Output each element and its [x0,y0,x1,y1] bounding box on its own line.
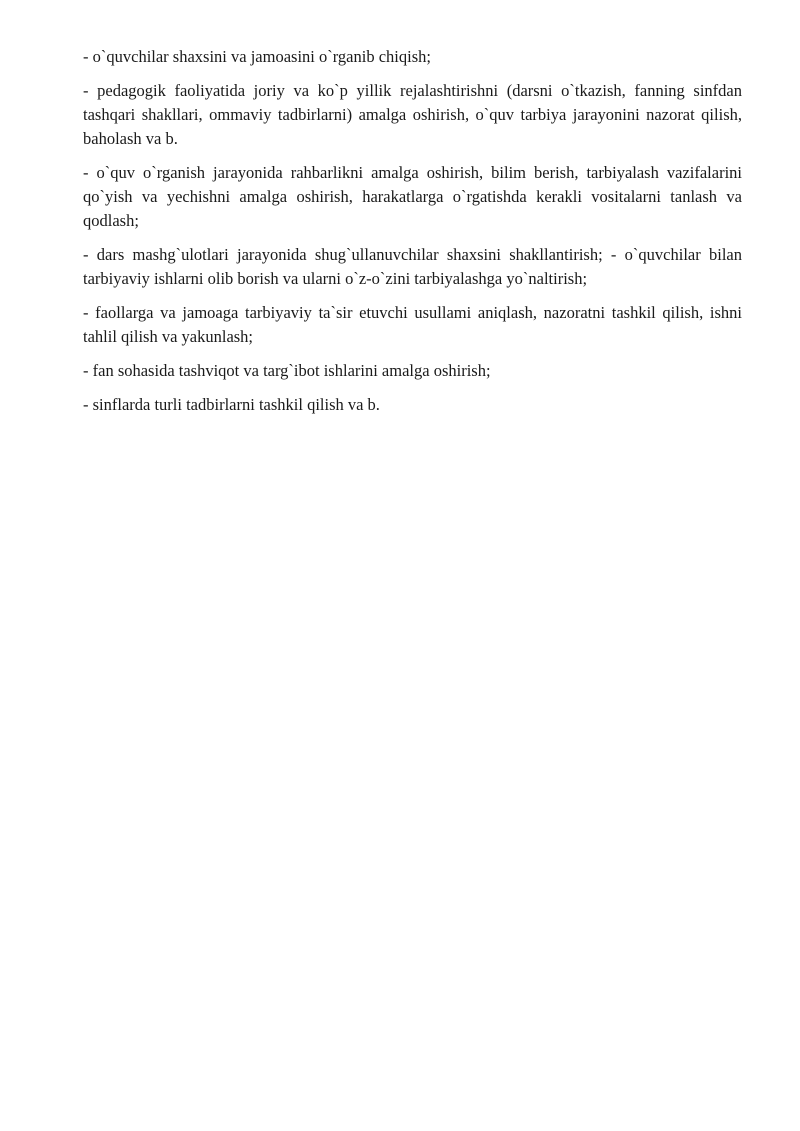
text-body [83,45,742,427]
paragraph-4: - dars mashg`ulotlari jarayonida shug`ullanuvchilar shaxsini shakllantirish; - o`quvchilar bilan tarbiyaviy ishlarni olib borish va ularni o`z-o`zini tarbiyalashga yo`naltirish; [83,245,742,288]
paragraph-5: - faollarga va jamoaga tarbiyaviy ta`sir etuvchi usullami aniqlash, nazoratni tashkil qilish, ishni tahlil qilish va yakunlash; [83,303,742,346]
paragraph-3: - o`quv o`rganish jarayonida rahbarlikni amalga oshirish, bilim berish, tarbiyalash vazifalarini qo`yish va yechishni amalga oshirish, harakatlarga o`rgatishda kerakli vositalarni tanlash va qodlash; [83,163,742,230]
paragraph-2: - pedagogik faoliyatida joriy va ko`p yillik rejalashtirishni (darsni o`tkazish, fanning sinfdan tashqari shakllari, ommaviy tadbirlarni) amalga oshirish, o`quv tarbiya jarayonini nazorat qilish, baholash va b. [83,81,742,148]
paragraph-1: - o`quvchilar shaxsini va jamoasini o`rganib chiqish; [83,47,431,66]
paragraph-6: - fan sohasida tashviqot va targ`ibot ishlarini amalga oshirish; [83,361,491,380]
paragraph-7: - sinflarda turli tadbirlarni tashkil qilish va b. [83,395,380,414]
